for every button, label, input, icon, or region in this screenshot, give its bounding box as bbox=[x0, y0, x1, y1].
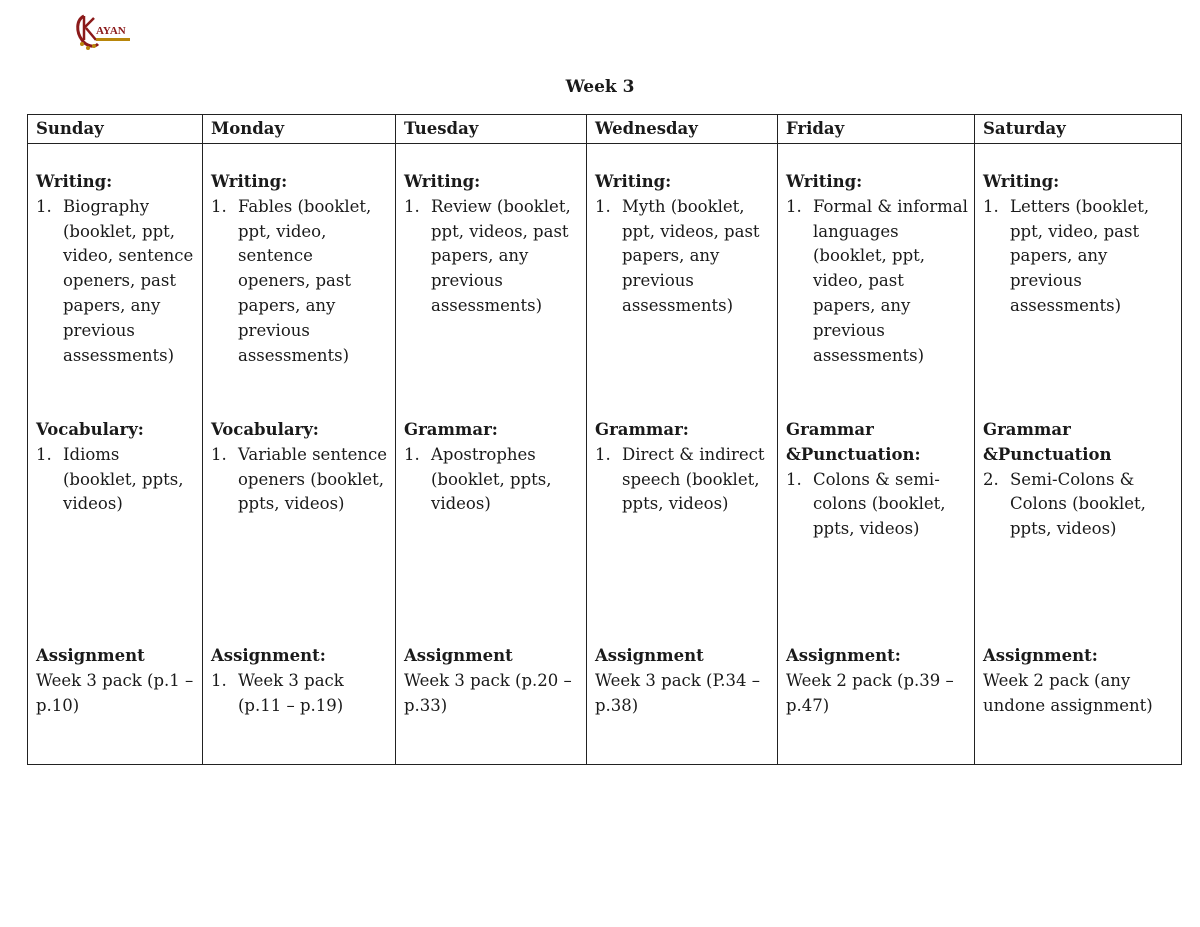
assignment-section bbox=[983, 644, 1175, 718]
section-title: Assignment bbox=[595, 646, 704, 665]
list-item bbox=[983, 468, 1175, 542]
list-item bbox=[786, 468, 968, 542]
list-item bbox=[595, 195, 771, 319]
grammar-vocabulary-section bbox=[36, 418, 196, 517]
column-header: Saturday bbox=[975, 115, 1182, 144]
section-title: Assignment bbox=[404, 646, 513, 665]
day-cell bbox=[203, 144, 396, 765]
list-number: 1. bbox=[786, 469, 802, 489]
section-title: Grammar: bbox=[595, 420, 689, 439]
section-title: Grammar &Punctuation bbox=[983, 420, 1112, 464]
assignment-text: Week 2 pack (p.39 – p.47) bbox=[786, 670, 954, 715]
assignment-section bbox=[786, 644, 968, 718]
column-header: Wednesday bbox=[587, 115, 778, 144]
grammar-vocabulary-section bbox=[211, 418, 389, 517]
grammar-vocabulary-section bbox=[404, 418, 580, 517]
day-cell bbox=[587, 144, 778, 765]
header-row bbox=[28, 115, 1182, 144]
list-number: 1. bbox=[786, 196, 802, 216]
section-title: Assignment: bbox=[983, 646, 1098, 665]
list-item bbox=[211, 195, 389, 369]
list-item bbox=[786, 195, 968, 369]
assignment-text: Week 3 pack (p.11 – p.19) bbox=[238, 670, 344, 715]
list-text: Letters (booklet, ppt, video, past papers, any previous assessments) bbox=[1010, 196, 1150, 315]
list-item bbox=[36, 195, 196, 369]
section-title: Vocabulary: bbox=[36, 420, 144, 439]
list-text: Idioms (booklet, ppts, videos) bbox=[63, 444, 184, 514]
list-number: 1. bbox=[595, 196, 611, 216]
list-item bbox=[404, 443, 580, 517]
section-title: Writing: bbox=[404, 172, 481, 191]
section-title: Assignment: bbox=[786, 646, 901, 665]
writing-section bbox=[404, 170, 580, 319]
column-header: Friday bbox=[778, 115, 975, 144]
assignment-text: Week 3 pack (p.20 – p.33) bbox=[404, 670, 572, 715]
list-text: Apostrophes (booklet, ppts, videos) bbox=[431, 444, 552, 514]
writing-section bbox=[786, 170, 968, 368]
day-cell bbox=[28, 144, 203, 765]
list-item bbox=[404, 195, 580, 319]
column-header: Monday bbox=[203, 115, 396, 144]
assignment-text: Week 3 pack (P.34 – p.38) bbox=[595, 670, 760, 715]
assignment-text: Week 3 pack (p.1 – p.10) bbox=[36, 670, 194, 715]
writing-section bbox=[211, 170, 389, 368]
writing-section bbox=[36, 170, 196, 368]
assignment-section bbox=[595, 644, 771, 718]
list-number: 1. bbox=[404, 196, 420, 216]
section-title: Grammar: bbox=[404, 420, 498, 439]
list-number: 1. bbox=[211, 444, 227, 464]
writing-section bbox=[983, 170, 1175, 319]
section-title: Assignment: bbox=[211, 646, 326, 665]
list-text: Direct & indirect speech (booklet, ppts, videos) bbox=[622, 444, 765, 514]
table-row bbox=[28, 144, 1182, 765]
list-text: Review (booklet, ppt, videos, past papers, any previous assessments) bbox=[431, 196, 571, 315]
weekly-schedule-table bbox=[27, 114, 1182, 765]
logo-text: AYAN bbox=[96, 25, 126, 37]
section-title: Grammar &Punctuation: bbox=[786, 420, 921, 464]
list-number: 1. bbox=[36, 196, 52, 216]
assignment-section bbox=[36, 644, 196, 718]
assignment-section bbox=[404, 644, 580, 718]
section-title: Writing: bbox=[595, 172, 672, 191]
day-cell bbox=[975, 144, 1182, 765]
section-title: Writing: bbox=[786, 172, 863, 191]
list-item bbox=[211, 443, 389, 517]
list-text: Myth (booklet, ppt, videos, past papers, any previous assessments) bbox=[622, 196, 760, 315]
company-logo bbox=[72, 10, 134, 54]
list-number: 1. bbox=[404, 444, 420, 464]
writing-section bbox=[595, 170, 771, 319]
list-text: Fables (booklet, ppt, video, sentence openers, past papers, any previous assessments) bbox=[238, 196, 372, 365]
section-title: Writing: bbox=[211, 172, 288, 191]
column-header: Tuesday bbox=[396, 115, 587, 144]
section-title: Vocabulary: bbox=[211, 420, 319, 439]
grammar-vocabulary-section bbox=[595, 418, 771, 517]
section-title: Writing: bbox=[36, 172, 113, 191]
day-cell bbox=[778, 144, 975, 765]
day-cell bbox=[396, 144, 587, 765]
list-number: 1. bbox=[36, 444, 52, 464]
list-text: Biography (booklet, ppt, video, sentence openers, past papers, any previous assessments) bbox=[63, 196, 194, 365]
week-title: Week 3 bbox=[565, 77, 635, 97]
list-number: 2. bbox=[983, 469, 999, 489]
list-text: Variable sentence openers (booklet, ppts, videos) bbox=[238, 444, 387, 514]
list-item bbox=[211, 669, 389, 719]
list-number: 1. bbox=[211, 670, 227, 690]
list-text: Formal & informal languages (booklet, ppt, video, past papers, any previous assessments) bbox=[813, 196, 968, 365]
grammar-vocabulary-section bbox=[983, 418, 1175, 542]
list-item bbox=[595, 443, 771, 517]
list-number: 1. bbox=[595, 444, 611, 464]
list-text: Semi-Colons & Colons (booklet, ppts, videos) bbox=[1010, 469, 1146, 539]
section-title: Assignment bbox=[36, 646, 145, 665]
list-text: Colons & semi-colons (booklet, ppts, videos) bbox=[813, 469, 946, 539]
list-item bbox=[36, 443, 196, 517]
grammar-vocabulary-section bbox=[786, 418, 968, 542]
column-header: Sunday bbox=[28, 115, 203, 144]
assignment-text: Week 2 pack (any undone assignment) bbox=[983, 670, 1153, 715]
list-item bbox=[983, 195, 1175, 319]
list-number: 1. bbox=[983, 196, 999, 216]
list-number: 1. bbox=[211, 196, 227, 216]
section-title: Writing: bbox=[983, 172, 1060, 191]
assignment-section bbox=[211, 644, 389, 718]
